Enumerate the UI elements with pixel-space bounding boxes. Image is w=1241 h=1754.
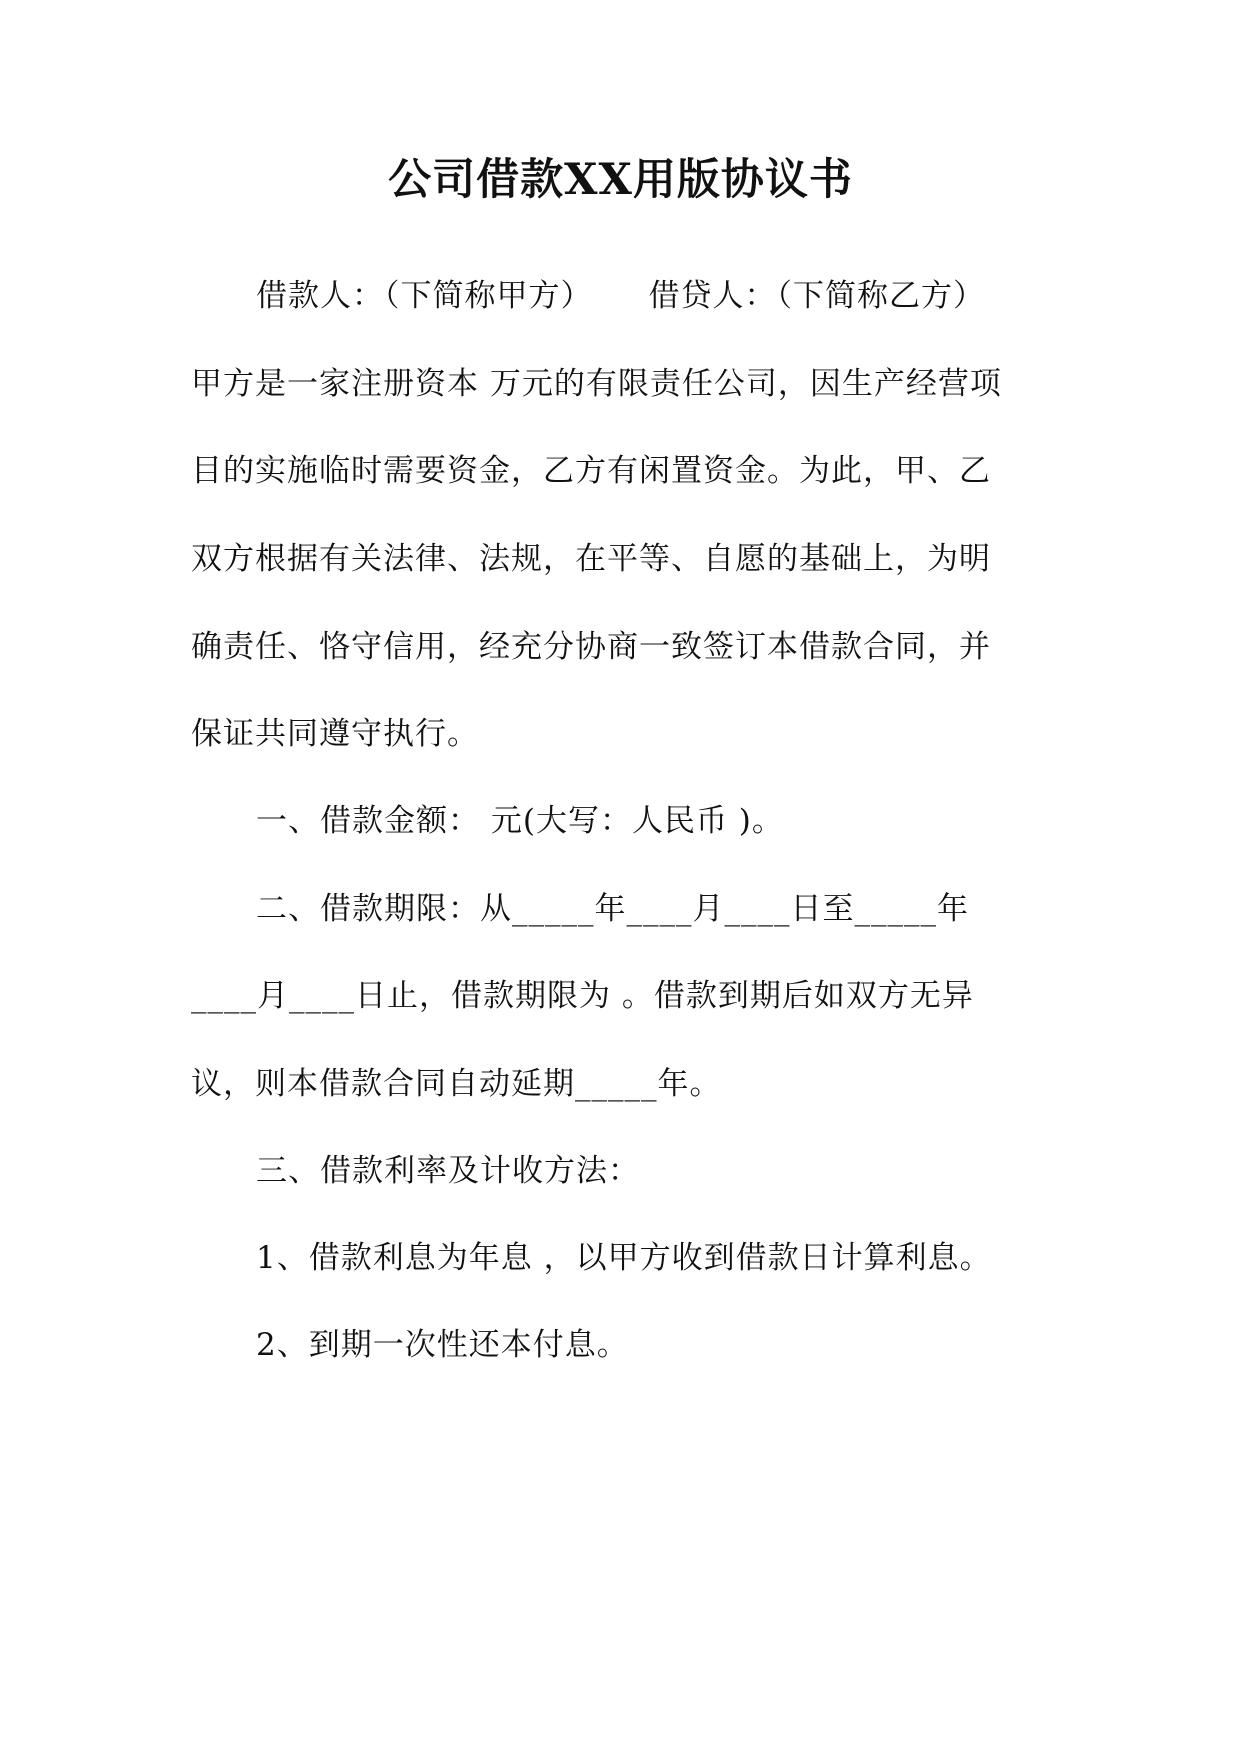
parties-line <box>256 274 1071 318</box>
body-line-5: 保证共同遵守执行。 <box>191 716 479 752</box>
clause-3-interest: 三、借款利率及计收方法： <box>256 1153 640 1189</box>
document-title: 公司借款XX用版协议书 <box>388 155 853 205</box>
clause-3-item-2: 2、到期一次性还本付息。 <box>256 1327 629 1363</box>
clause-2-term-cont-2: 议，则本借款合同自动延期_____年。 <box>191 1066 722 1102</box>
body-line-2: 目的实施临时需要资金，乙方有闲置资金。为此，甲、乙 <box>191 453 991 489</box>
clause-2-term: 二、借款期限：从_____年____月____日至_____年 <box>256 891 969 927</box>
body-line-1: 甲方是一家注册资本 万元的有限责任公司，因生产经营项 <box>191 366 1002 402</box>
borrower-label: 借款人：（下简称甲方） <box>256 278 593 314</box>
clause-2-term-cont-1: ____月____日止，借款期限为 。借款到期后如双方无异 <box>191 978 974 1014</box>
clause-3-item-1: 1、借款利息为年息 ，以甲方收到借款日计算利息。 <box>256 1240 992 1276</box>
lender-label: 借贷人：（下简称乙方） <box>648 278 985 314</box>
clause-1-amount: 一、借款金额： 元(大写：人民币 )。 <box>256 803 784 839</box>
body-line-4: 确责任、恪守信用，经充分协商一致签订本借款合同，并 <box>191 629 991 665</box>
body-line-3: 双方根据有关法律、法规，在平等、自愿的基础上，为明 <box>191 541 991 577</box>
